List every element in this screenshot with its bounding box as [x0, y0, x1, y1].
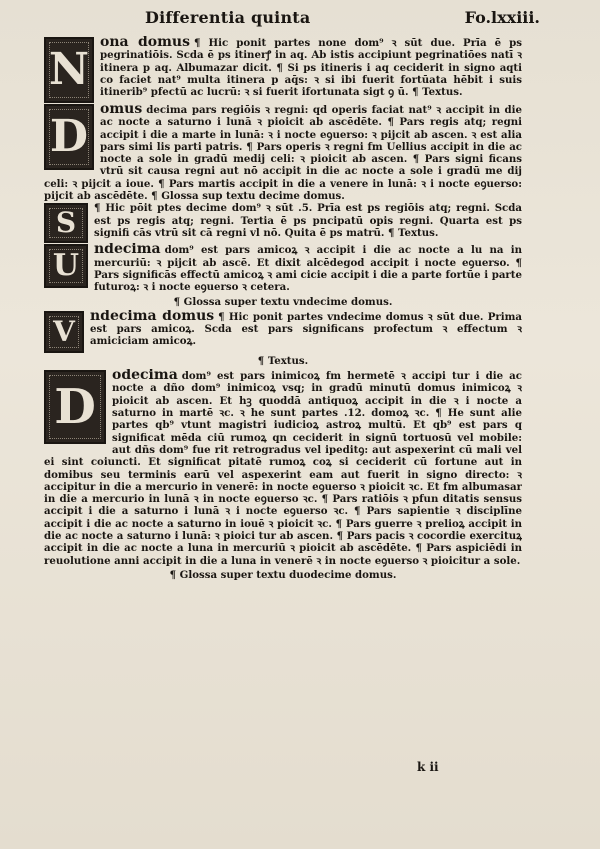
duodecima-paragraph: [44, 369, 522, 567]
decima-paragraph: [44, 103, 522, 202]
decima-heading: omus: [100, 103, 143, 117]
gloss-undecima-paragraph: [44, 310, 522, 348]
textus-undecima: ¶ Textus.: [257, 354, 309, 367]
gloss-decima-paragraph: ¶ Hic pōit ptes decime dom⁹ ꝛ sūt .5. Prīa est ps regiōis atq; regni. Scda est ps regis atq; regni. Tertia ē ps pncipatū opis regni. Quarta est ps signifi cās vtrū sit cā regni vl nō. Quita ē ps matrū. ¶ Textus.: [94, 202, 522, 239]
page-header: [145, 8, 540, 32]
section-duodecima-domus: [44, 369, 522, 567]
nona-body: ¶ Hic ponit partes none dom⁹ ꝛ sūt due. Prīa ē ps pegrinatiōis. Scda ē ps itinerꝭ in aq. Ab istis accipiunt pegrinatiōes natī ꝛ itinera p aq. Albumazar dicit. ¶ Si ps itineris i aq ceciderit in signo aqti co faciet nat⁹ multa itinera p aq̄s: ꝛ si ibi fuerit fortūata hēbit i suis itinerib⁹ pfectū ac lucrū: ꝛ si fuerit ifortunata sigt ꝯ ū. ¶ Textus.: [100, 37, 522, 99]
section-undecima-domus: [44, 243, 522, 293]
decorated-initial-n: N: [44, 37, 94, 103]
section-nona-domus: [44, 36, 522, 103]
decorated-initial-s: S: [44, 203, 88, 243]
decorated-initial-d-large: D: [44, 370, 106, 444]
undecima-body: dom⁹ est pars amicoꝝ ꝛ accipit i die ac nocte a lu na in mercuriū: ꝛ pijcit ab ascē. Et dixit alcēdegod accipit i nocte eꝯuerso. ¶ Pars significās effectū amicoꝝ ꝛ ami cicie accipit i die a parte fortūe i parte futuroꝝ: ꝛ i nocte eꝯuerso ꝛ cetera.: [94, 244, 522, 294]
duodecima-heading: odecima: [112, 369, 178, 384]
undecima-paragraph: [44, 243, 522, 293]
folio-number: Fo.lxxiii.: [464, 8, 540, 27]
nona-paragraph: [44, 36, 522, 98]
gloss-undecima-heading: ndecima domus: [90, 309, 215, 324]
undecima-heading: ndecima: [94, 243, 161, 258]
duodecima-body: dom⁹ est pars inimicoꝝ fm hermetē ꝛ accipi tur i die ac nocte a dño dom⁹ inimicoꝝ vsq; in gradū minutū domus inimicoꝝ ꝛ pioicit ab ascen. Et hꝫ quoddā antiquoꝝ accipit in die ꝛ i nocte a saturno in martē ꝛc. ꝛ he sunt partes .12. domoꝝ ꝛc. ¶ He sunt alie partes qb⁹ vtunt magistri iudicioꝝ astroꝝ multū. Et qb⁹ est pars q significat mēda ciū rumoꝝ qn ceciderit in signū tortuosū vel mobile: aut dñs dom⁹ fue rit retrogradus vel ipeditꝯ: aut aspexerint cū mali vel ei sint coiuncti. Et significat pitatē rumoꝝ coꝝ si ceciderit cū fortune aut in domibus seu terminis earū vel aspexerint eam aut fuerit in signo directo: ꝛ accipitur in die a mercurio in venerē: in nocte eꝯuerso ꝛ pioicit ꝛc. Et fm albumasar in die a mercurio in lunā ꝛ in nocte eꝯuerso ꝛc. ¶ Pars ratiōis ꝛ pfun ditatis sensus accipit i die a saturno i lunā ꝛ i nocte eꝯuerso ꝛc. ¶ Pars sapientie ꝛ disciplīne accipit i die ac nocte a saturno in iouē ꝛ pioicit ꝛc. ¶ Pars guerre ꝛ prelioꝝ accipit in die ac nocte a saturno i lunā: ꝛ pioici tur ab ascen. ¶ Pars pacis ꝛ cocordie exercituꝝ accipit in die ac nocte a luna in mercuriū ꝛ pioicit ab ascēdēte. ¶ Pars aspiciēdi in reuolutione anni accipit in die a luna in venerē ꝛ in nocte eꝯuerso ꝛ pioicitur a sole.: [44, 370, 522, 567]
section-gloss-decima: [44, 202, 522, 243]
gloss-undecima-body: ¶ Hic ponit partes vndecime domus ꝛ sūt due. Prima est pars amicoꝝ. Scda est pars significans profectum ꝛ effectum ꝛ amiciciam amicoꝝ.: [90, 310, 522, 348]
running-title: Differentia quinta: [145, 8, 311, 27]
section-decima-domus: [44, 103, 522, 202]
gloss-title-undecima: ¶ Glossa super textu vndecime domus.: [173, 295, 393, 308]
decorated-initial-v: V: [44, 311, 84, 353]
nona-heading: ona domus: [100, 36, 190, 50]
decima-body: decima pars regiōis ꝛ regni: qd operis faciat nat⁹ ꝛ accipit in die ac nocte a saturno i lunā ꝛ pioicit ab ascēdēte. ¶ Pars regis atq; regni accipit i die a marte in lunā: ꝛ i nocte eꝯuerso: ꝛ pijcit ab ascen. ꝛ est alia pars simi lis parti patris. ¶ Pars operis ꝛ regni fm Uellius accipit in die ac nocte a sole in gradū medij celi: ꝛ pioicit ab ascen. ¶ Pars signi ficans vtrū sit causa regni aut nō accipit in die ac nocte a sole i gradū me dij celi: ꝛ pijcit a ioue. ¶ Pars martis accipit in die a venere in lunā: ꝛ i nocte eꝯuerso: pijcit ab ascēdēte. ¶ Glossa sup textu decime domus.: [44, 104, 522, 203]
decorated-initial-u: U: [44, 244, 88, 288]
gloss-title-duodecima: ¶ Glossa super textu duodecime domus.: [169, 568, 397, 581]
section-gloss-undecima: [44, 310, 522, 353]
decorated-initial-d: D: [44, 104, 94, 170]
signature-mark: k ii: [417, 760, 439, 774]
main-text-block: [44, 36, 522, 583]
